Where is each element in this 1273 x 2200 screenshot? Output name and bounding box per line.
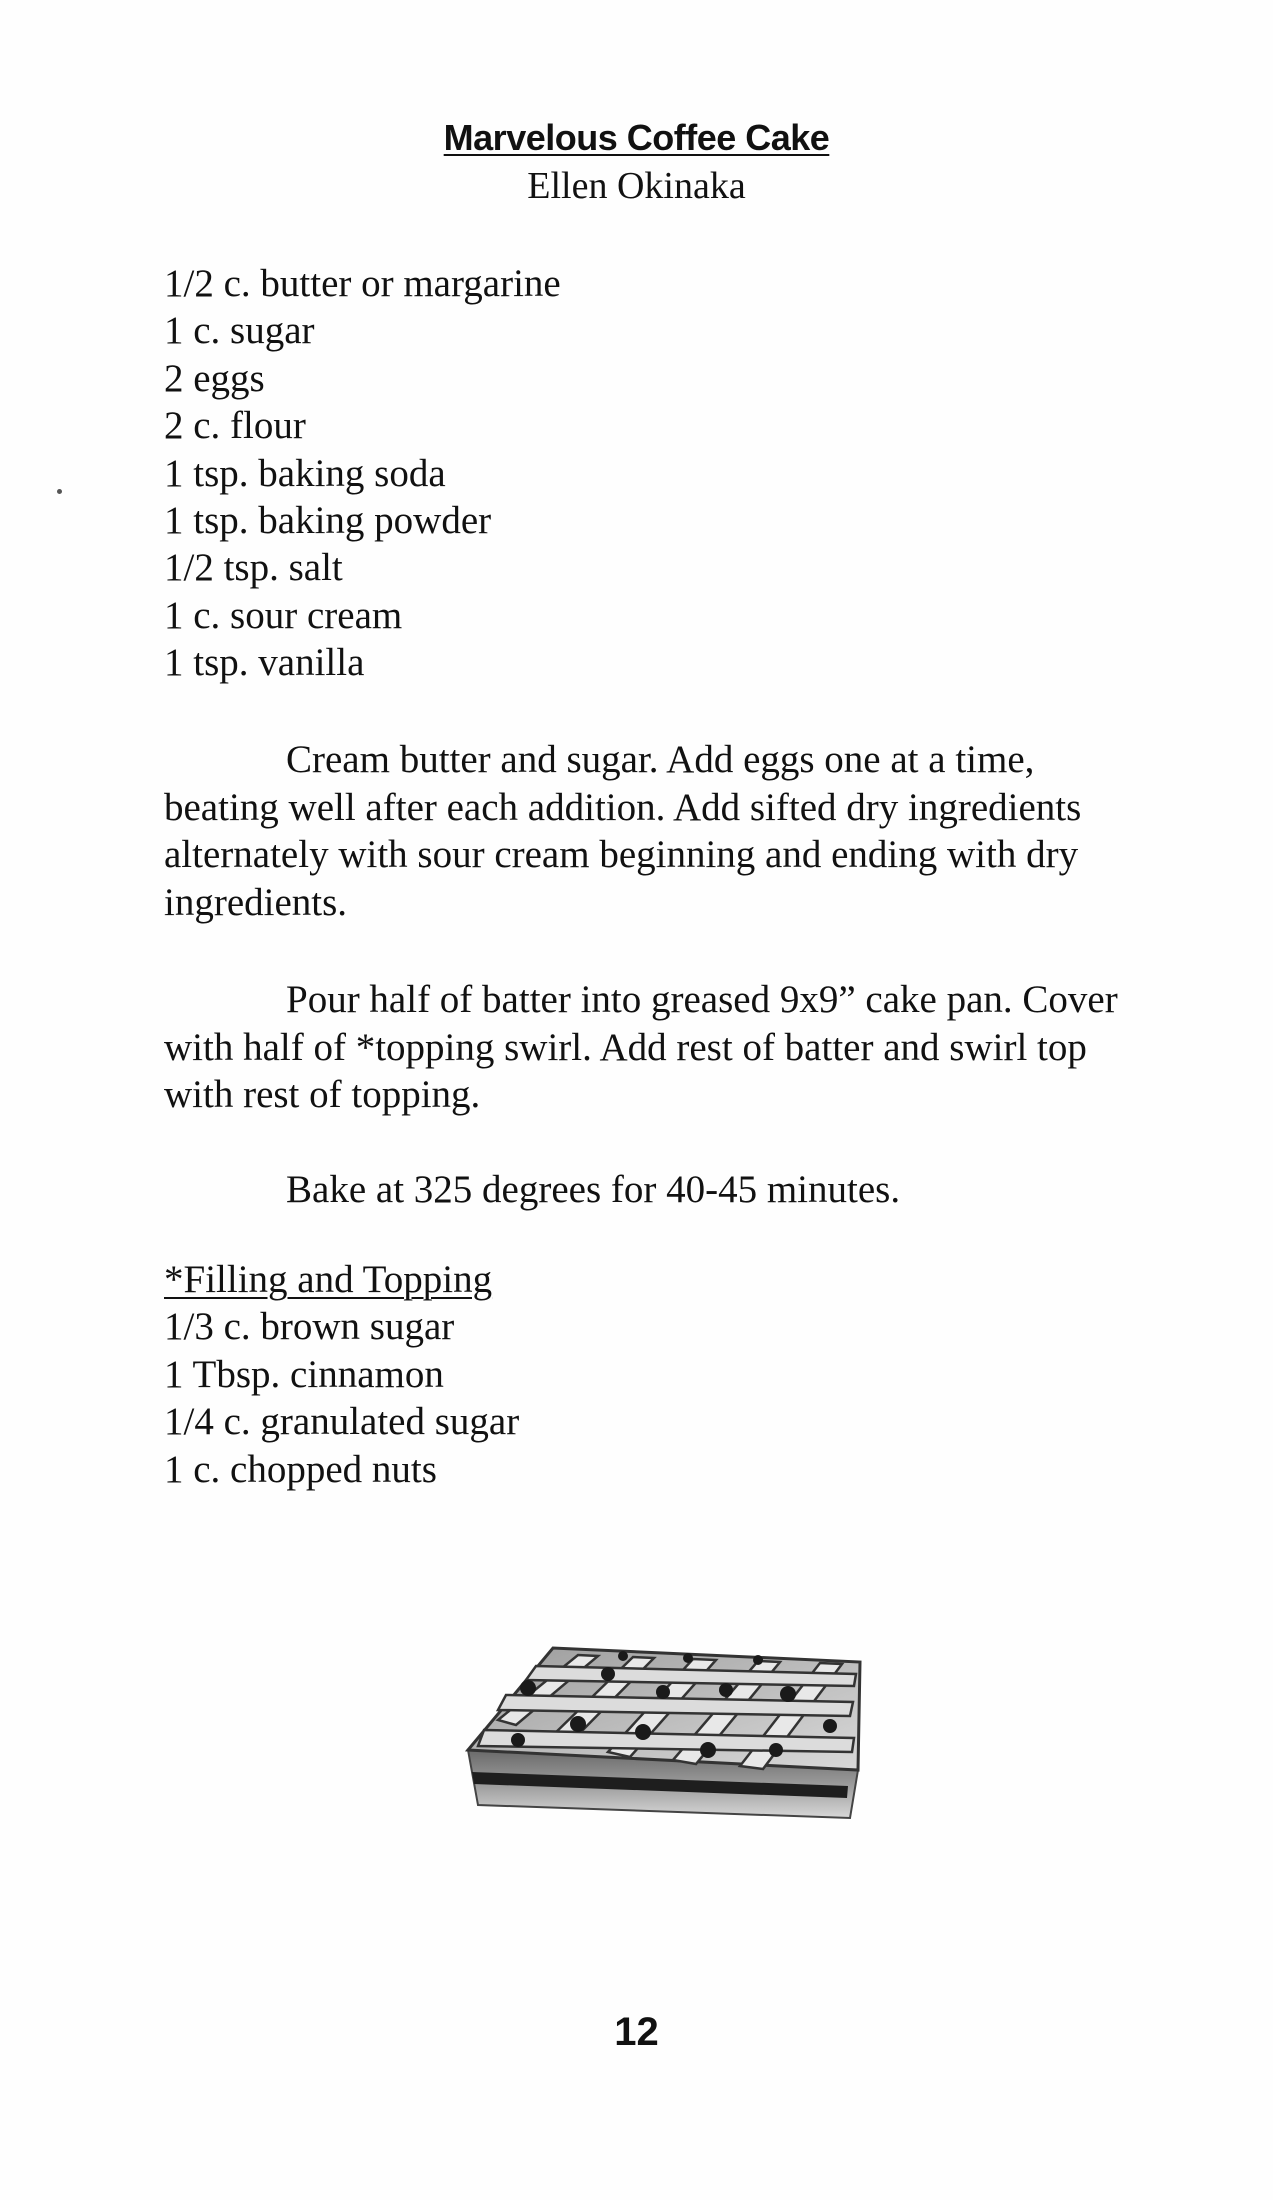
instruction-paragraph: Bake at 325 degrees for 40-45 minutes. (286, 1168, 901, 1211)
lattice-cake-icon (458, 1600, 868, 1830)
ingredient-item: 1/2 tsp. salt (164, 546, 343, 590)
ingredient-item: 1/2 c. butter or margarine (164, 262, 561, 305)
ingredient-item: 2 eggs (164, 356, 265, 400)
topping-item: 1/3 c. brown sugar (164, 1305, 455, 1348)
instruction-paragraph: Pour half of batter into greased 9x9” cake pan. Cover with half of *topping swirl. Add rest of batter and swirl top with rest of topping. (164, 978, 1118, 1116)
recipe-author: Ellen Okinaka (527, 165, 746, 207)
recipe-title (0, 118, 1273, 158)
topping-item: 1/4 c. granulated sugar (164, 1400, 520, 1443)
scan-speck (57, 489, 62, 494)
topping-list (164, 1303, 519, 1493)
ingredient-item: 1 tsp. baking soda (164, 451, 446, 495)
ingredient-item: 1 c. sour cream (164, 593, 403, 637)
ingredient-item: 2 c. flour (164, 404, 306, 448)
recipe-title-text: Marvelous Coffee Cake (443, 117, 830, 158)
topping-item: 1 Tbsp. cinnamon (164, 1352, 444, 1396)
ingredient-item: 1 tsp. baking powder (164, 499, 492, 543)
page-number: 12 (614, 2010, 659, 2054)
topping-heading: *Filling and Topping (164, 1258, 493, 1301)
ingredient-item: 1 tsp. vanilla (164, 641, 365, 685)
instruction-paragraph: Cream butter and sugar. Add eggs one at a time, beating well after each addition. Add sifted dry ingredients alternately with sour cream beginning and ending with dry ingredients. (164, 738, 1082, 924)
topping-item: 1 c. chopped nuts (164, 1447, 437, 1491)
ingredient-list (164, 260, 561, 687)
ingredient-item: 1 c. sugar (164, 309, 315, 353)
